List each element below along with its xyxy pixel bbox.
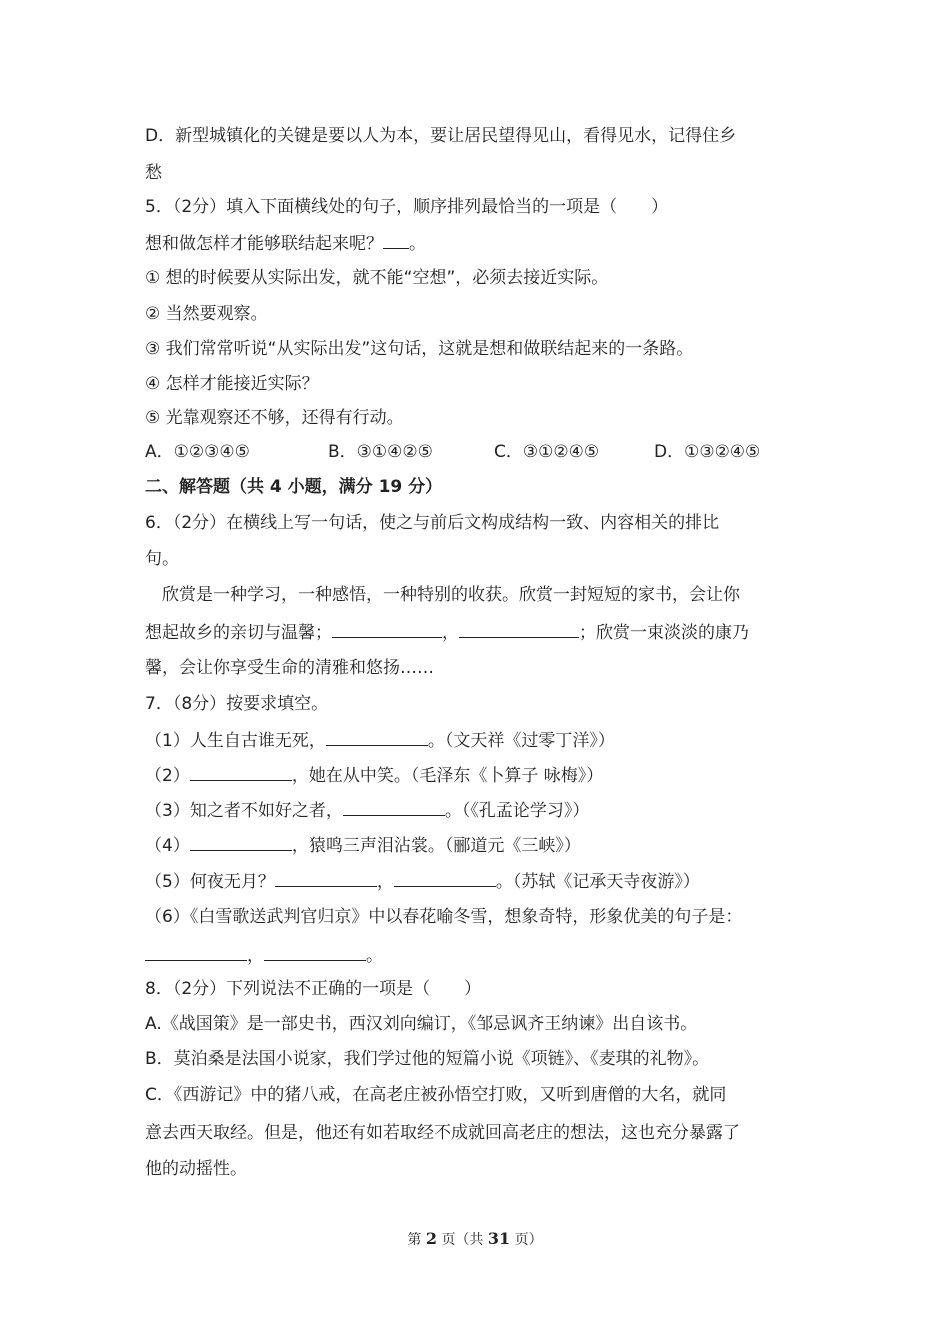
q5-stem: 5．（2分）填入下面横线处的句子，顺序排列最恰当的一项是（ ）	[145, 197, 669, 217]
answer-blank[interactable]	[343, 799, 445, 816]
answer-blank[interactable]	[332, 621, 442, 638]
answer-blank[interactable]	[326, 729, 428, 746]
q6-stem-line2: 句。	[145, 549, 179, 569]
answer-blank[interactable]	[264, 944, 366, 961]
footer-post: 页）	[514, 1232, 543, 1248]
q5-option-a: A．①②③④⑤	[145, 442, 250, 462]
q8-stem: 8．（2分）下列说法不正确的一项是（ ）	[145, 979, 482, 999]
q5-sentence-2: ② 当然要观察。	[145, 304, 268, 324]
q7-item-6: （6）《白雪歌送武判官归京》中以春花喻冬雪，想象奇特，形象优美的句子是：	[145, 907, 743, 927]
q6-stem-line1: 6．（2分）在横线上写一句话，使之与前后文构成结构一致、内容相关的排比	[145, 513, 720, 533]
q8-option-a: A.《战国策》是一部史书，西汉刘向编订，《邹忌讽齐王纳谏》出自该书。	[145, 1014, 698, 1034]
q7-item-1	[145, 729, 615, 752]
q7-item-3	[145, 799, 589, 822]
answer-blank[interactable]	[190, 834, 292, 851]
q7-item-2	[145, 764, 603, 787]
q6-passage-line3: 馨，会让你享受生命的清雅和悠扬……	[145, 658, 434, 678]
q5-sentence-3: ③ 我们常常听说“从实际出发”这句话，这就是想和做联结起来的一条路。	[145, 339, 694, 359]
footer-total-pages: 31	[487, 1229, 511, 1248]
q7-item-5-text: （5）何夜无月？	[145, 872, 275, 892]
answer-blank[interactable]	[459, 621, 579, 638]
q5-sentence-1: ① 想的时候要从实际出发，就不能“空想”，必须去接近实际。	[145, 268, 609, 288]
q4-option-d-line2: 愁	[145, 163, 162, 183]
q7-item-1-source: 。（文天祥《过零丁洋》）	[427, 731, 615, 751]
section-heading: 二、解答题（共 4 小题，满分 19 分）	[145, 477, 443, 497]
answer-blank[interactable]	[190, 764, 292, 781]
q7-item-5-source: 。（苏轼《记承天寺夜游》）	[495, 872, 700, 892]
q7-item-1-text: （1）人生自古谁无死，	[145, 731, 326, 751]
q8-option-c-line2: 意去西天取经。但是，他还有如若取经不成就回高老庄的想法，这也充分暴露了	[145, 1123, 740, 1143]
q7-item-4-num: （4）	[145, 836, 190, 856]
q6-text-a: 想起故乡的亲切与温馨；	[145, 623, 332, 643]
q6-text-b: ，	[442, 623, 459, 643]
q6-text-c: ；欣赏一束淡淡的康乃	[579, 623, 749, 643]
q7-item-3-text: （3）知之者不如好之者，	[145, 801, 343, 821]
q7-item-2-num: （2）	[145, 766, 190, 786]
q5-option-b: B．③①④②⑤	[328, 442, 433, 462]
q5-text	[145, 232, 426, 255]
q7-item-5	[145, 870, 700, 893]
q5-option-c: C．③①②④⑤	[494, 442, 600, 462]
footer-page-number: 2	[425, 1229, 437, 1248]
q7-stem: 7．（8分）按要求填空。	[145, 694, 329, 714]
q5-sentence-5: ⑤ 光靠观察还不够，还得有行动。	[145, 408, 404, 428]
q7-item-6-blanks	[145, 944, 383, 967]
answer-blank[interactable]	[383, 232, 409, 249]
q6-passage-line2	[145, 621, 749, 644]
q7-item-4	[145, 834, 581, 857]
answer-blank[interactable]	[394, 870, 496, 887]
footer-mid: 页（共	[441, 1232, 484, 1248]
q8-option-c-line1: C．《西游记》中的猪八戒，在高老庄被孙悟空打败，又听到唐僧的大名，就同	[145, 1085, 727, 1105]
q5-options	[145, 441, 760, 463]
q5-option-d: D．①③②④⑤	[654, 442, 761, 462]
q7-item-2-text: ，她在从中笑。（毛泽东《卜算子 咏梅》）	[291, 766, 604, 786]
q8-option-c-line3: 他的动摇性。	[145, 1159, 247, 1179]
q7-item-6-end: 。	[366, 946, 383, 966]
q7-item-5-sep: ，	[376, 872, 394, 892]
answer-blank[interactable]	[275, 870, 377, 887]
q7-item-4-text: ，猿鸣三声泪沾裳。（郦道元《三峡》）	[291, 836, 581, 856]
q5-text-post: 。	[409, 234, 426, 254]
footer-pre: 第	[407, 1232, 422, 1248]
answer-blank[interactable]	[145, 944, 247, 961]
q7-item-3-source: 。（《孔孟论学习》）	[444, 801, 590, 821]
q5-text-pre: 想和做怎样才能够联结起来呢？	[145, 234, 383, 254]
q5-sentence-4: ④ 怎样才能接近实际？	[145, 374, 319, 394]
q6-passage-line1: 欣赏是一种学习，一种感悟，一种特别的收获。欣赏一封短短的家书，会让你	[162, 585, 740, 605]
q4-option-d-line1: D．新型城镇化的关键是要以人为本，要让居民望得见山，看得见水，记得住乡	[145, 126, 737, 146]
page-footer	[0, 1229, 950, 1249]
q8-option-b: B．莫泊桑是法国小说家，我们学过他的短篇小说《项链》、《麦琪的礼物》。	[145, 1049, 710, 1069]
q7-item-6-sep: ，	[247, 946, 264, 966]
